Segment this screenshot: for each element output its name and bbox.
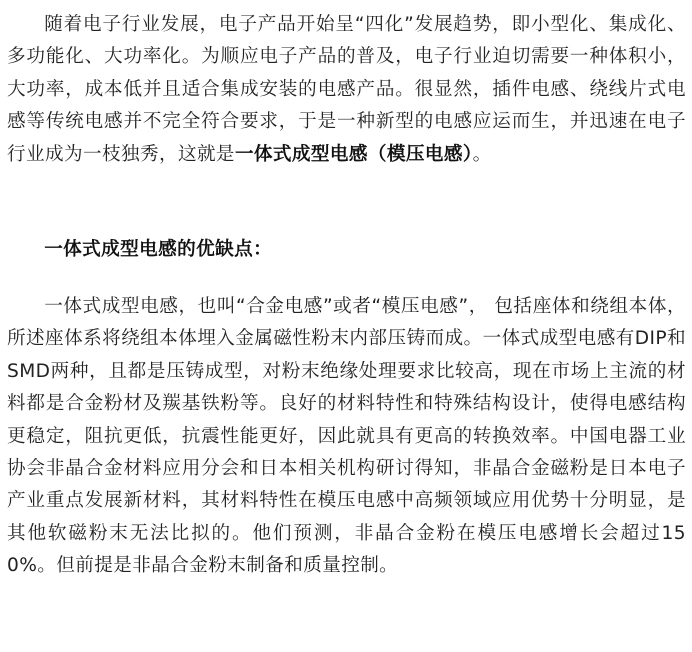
emphasis-term: 一体式成型电感（模压电感） — [234, 143, 473, 165]
intro-end: 。 — [472, 143, 492, 165]
body-paragraph: 一体式成型电感，也叫“合金电感”或者“模压电感”， 包括座体和绕组本体，所述座体系将绕组本体埋入金属磁性粉末内部压铸而成。一体式成型电感有DIP和SMD两种，且都是压铸成型，对粉末绝缘处理要求比较高，现在市场上主流的材料都是合金粉材及羰基铁粉等。良好的材料特性和特殊结构设计，使得电感结构更稳定，阻抗更低，抗震性能更好，因此就具有更高的转换效率。中国电器工业协会非晶合金材料应用分会和日本相关机构研讨得知，非晶合金磁粉是日本电子产业重点发展新材料，其材料特性在模压电感中高频领域应用优势十分明显，是其他软磁粉末无法比拟的。他们预测，非晶合金粉在模压电感增长会超过150%。但前提是非晶合金粉末制备和质量控制。 — [7, 296, 686, 577]
section-heading: 一体式成型电感的优缺点： — [44, 239, 273, 260]
intro-text: 随着电子行业发展，电子产品开始呈“四化”发展趋势，即小型化、集成化、多功能化、大功率化。为顺应电子产品的普及，电子行业迫切需要一种体积小，大功率，成本低并且适合集成安装的电感产品。很显然，插件电感、绕线片式电感等传统电感并不完全符合要求，于是一种新型的电感应运而生，并迅速在电子行业成为一枝独秀，这就是 — [7, 14, 686, 165]
intro-paragraph — [7, 9, 686, 171]
